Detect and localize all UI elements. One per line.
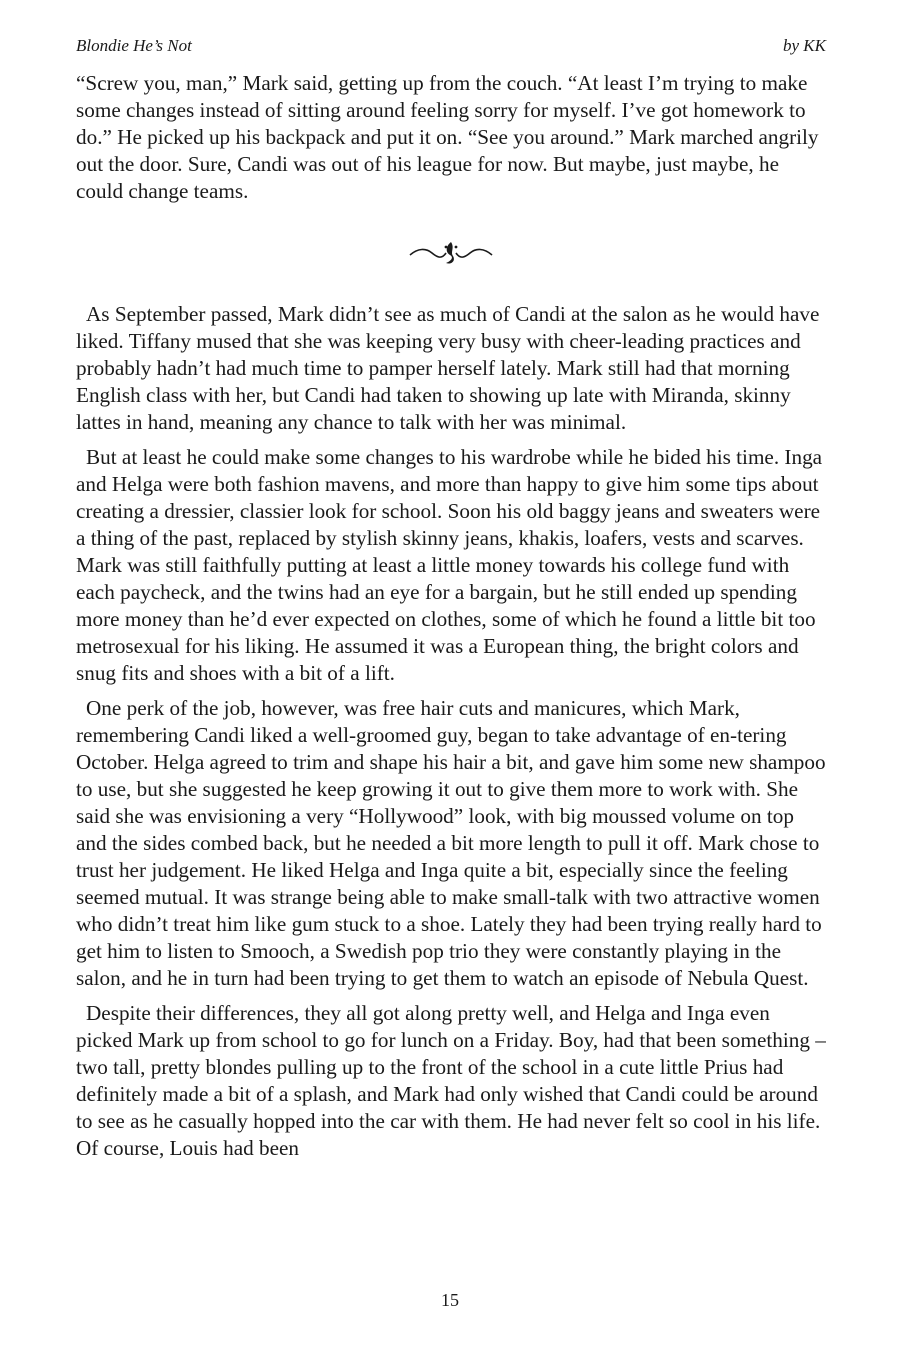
paragraph: One perk of the job, however, was free hair cuts and manicures, which Mark, remembering Candi liked a well-groomed guy, began to take advantage of en-tering October. Helga agreed to trim and shape his hair a bit, and gave him some new shampoo to use, but she suggested he keep growing it out to give them more to work with. She said she was envisioning a very “Hollywood” look, with big moussed volume on top and the sides combed back, but he needed a bit more length to pull it off. Mark chose to trust her judgement. He liked Helga and Inga quite a bit, especially since the feeling seemed mutual. It was strange being able to make small-talk with two attractive women who didn’t treat him like gum stuck to a shoe. Lately they had been trying really hard to get him to listen to Smooch, a Swedish pop trio they were constantly playing in the salon, and he in turn had been trying to get them to watch an episode of Nebula Quest. (76, 696, 826, 990)
book-title: Blondie He’s Not (76, 36, 192, 55)
paragraph: But at least he could make some changes to his wardrobe while he bided his time. Inga and Helga were both fashion mavens, and more than happy to give him some tips about creating a dressier, classier look for school. Soon his old baggy jeans and sweaters were a thing of the past, replaced by stylish skinny jeans, khakis, loafers, vests and scarves. Mark was still faithfully putting at least a little money towards his college fund with each paycheck, and the twins had an eye for a bargain, but he still ended up spending more money than he’d ever expected on clothes, some of which he found a little bit too metrosexual for his liking. He assumed it was a European thing, the bright colors and snug fits and shoes with a bit of a lift. (76, 445, 823, 685)
paragraph: Despite their differences, they all got along pretty well, and Helga and Inga even picked Mark up from school to go for lunch on a Friday. Boy, had that been something – two tall, pretty blondes pulling up to the front of the school in a cute little Prius had definitely made a bit of a splash, and Mark had only wished that Candi could be around to see as he casually hopped into the car with them. He had never felt so cool in his life. Of course, Louis had been (76, 1001, 826, 1160)
running-header (76, 36, 826, 60)
paragraph: “Screw you, man,” Mark said, getting up from the couch. “At least I’m trying to make some changes instead of sitting around feeling sorry for myself. I’ve got homework to do.” He picked up his backpack and put it on. “See you around.” Mark marched angrily out the door. Sure, Candi was out of his league for now. But maybe, just maybe, he could change teams. (76, 71, 819, 203)
author-name: by KK (783, 36, 826, 55)
ornamental-flourish-icon (406, 238, 496, 268)
section-divider (76, 205, 826, 301)
page-body (76, 70, 826, 1170)
paragraph: As September passed, Mark didn’t see as much of Candi at the salon as he would have liked. Tiffany mused that she was keeping very busy with cheer-leading practices and probably hadn’t had much time to pamper herself lately. Mark still had that morning English class with her, but Candi had taken to showing up late with Miranda, skinny lattes in hand, meaning any chance to talk with her was minimal. (76, 302, 820, 434)
page-number: 15 (441, 1290, 459, 1310)
